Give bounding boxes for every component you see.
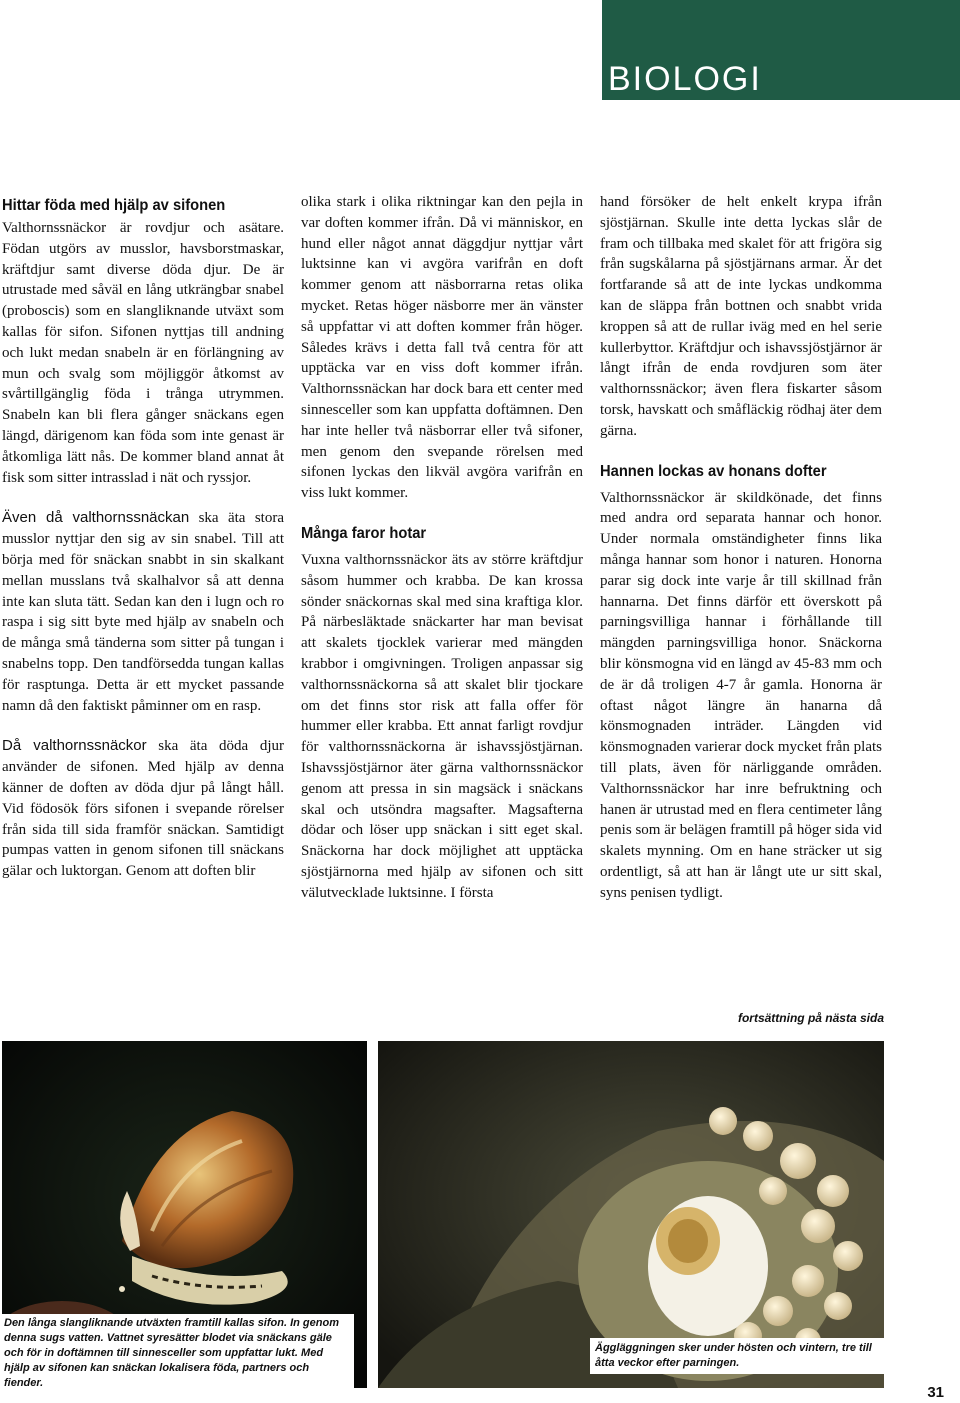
article-column-2 [301,192,583,904]
continued-note: fortsättning på nästa sida [737,1011,884,1025]
paragraph: olika stark i olika riktningar kan den pejla in var doften kommer ifrån. Då vi människor, en hund eller något annat däggdjur nyttjar vårt luktsinne kan vi avgöra varifrån en doft kommer genom att näsborrarna retas olika mycket. Retas höger näsborre mer än vänster så uppfattar vi att doften kommer från höger. Således krävs i detta fall två centra för att upptäcka var en viss doft kommer ifrån. Valthornssnäckan har dock bara ett center med sinnesceller som kan uppfatta doftämnen. Den har inte heller två näsborrar eller två sifoner, men genom den svepande rörelsen med sifonen lyckas den likväl avgöra varifrån en viss lukt kommer. [301,194,583,502]
paragraph: Valthornssnäckor är rovdjur och asätare. Födan utgörs av musslor, havsborstmaskar, kräftdjur samt diverse döda djur. De är utrustade med såväl en lång utkrängbar snabel (proboscis) som en slangliknande utväxt som kallas för sifon. Sifonen nyttjas till andning och lukt medan snabeln är en förlängning av mun och svalg som möjliggör åtkomst av svårtillgänglig föda i trånga utrymmen. Snabeln kan bli flera gånger snäckans egen längd, därigenom kan föda som inte genast är åtkomliga lätt nås. De kommer bland annat åt fisk som sitter intrasslad i nät och ryssjor. [2,220,284,486]
egg-mass-illustration [378,1041,884,1388]
article-column-1 [2,192,284,882]
paragraph: Valthornssnäckor är skildkönade, det finns med andra ord separata hannar och honor. Under normala omständigheter finns lika många hannar som honor i naturen. Honorna parar sig dock inte varje år till skillnad från hannarna. Det finns därför ett överskott på parningsvilliga hannar i förhållande till mängden parningsvilliga honor. Snäckorna blir könsmogna vid en längd av 45-83 mm och de är då troligen 4-7 år gamla. Honorna är oftast något längre än hanarna då könsmognaden inträder. Längden vid könsmognaden varierar dock mycket från plats till plats, även för närliggande områden. Valthornssnäckor har inre befruktning och hanen är utrustad med en flera centimeter lång penis som är belägen framtill på höger sida vid skalets mynning. Om en hane sträcker ut sig ordentligt, så att han är långt ute ur sitt skal, syns penisen tydligt. [600,489,882,901]
section-banner [602,0,960,100]
paragraph-body: ska äta döda djur använder de sifonen. Med hjälp av denna känner de doften av döda djur på långt håll. Vid födosök förs sifonen i svepande rörelser från sida till sida framför snäckan. Samtidigt pumpas vatten in genom sifonen till snäckans gälar och luktorgan. Genom att doften blir [2,738,284,880]
section-title: BIOLOGI [608,60,762,98]
paragraph-body: ska äta stora musslor nyttjar den sig av sin snabel. Till att börja med för snäckan snabbt in sin skalkant mellan musslans två skalhalvor så att denna inte kan sluta tätt. Sedan kan den i lugn och ro raspa i sig sitt byte med hjälp av snabeln och de många små tänderna som sitter på tungan i snabelns topp. Den tandförsedda tungan kallas för rasptunga. Detta är ett mycket passande namn då den faktiskt påminner om en rasp. [2,510,284,714]
heading-feeding: Hittar föda med hjälp av sifonen [2,197,226,214]
paragraph-lead: Då valthornssnäckor [2,737,147,755]
heading-dangers: Många faror hotar [301,524,427,542]
paragraph-lead: Även då valthornssnäckan [2,509,190,527]
page-number: 31 [927,1384,944,1401]
paragraph [2,508,284,716]
article-column-3 [600,192,882,904]
paragraph: hand försöker de helt enkelt krypa ifrån sjöstjärnan. Skulle inte detta lyckas slår de fram och tillbaka med skalet för att frigöra sig från sugskålarna på sjöstjärnans armar. Är det fortfarande så att de inte lyckas undkomma kan de släppa från bottnen och snabbt vrida kroppen så att de rullar iväg med en hel serie kullerbyttor. Kräftdjur och ishavssjöstjärnor är långt ifrån de enda rovdjuren som äter valthornssnäckor; även flera fiskarter såsom torsk, havskatt och småfläckig rödhaj äter dem gärna. [600,194,882,439]
paragraph [2,736,284,882]
paragraph: Vuxna valthornssnäckor äts av större kräftdjur såsom hummer och krabba. De kan krossa sönder snäckornas skal med sina kraftiga klor. På närbesläktade snäckarter har man bevisat att skalets tjocklek varierar med mängden krabbor i omgivningen. Troligen anpassar sig valthornssnäckorna så att skalet blir tjockare om det finns stor risk att falla offer för hummer eller krabba. Ett annat farligt rovdjur för valthornssnäckorna är ishavssjöstjärnan. Ishavssjöstjärnor äter gärna valthornssnäckor genom att pressa in sin magsäck i snäckans skal och utsöndra magsafter. Magsafterna dödar och löser upp snäckan i sitt eget skal. Snäckorna har dock möjlighet att upptäcka sjöstjärnorna med hjälp av sifonen och sitt välutvecklade luktsinne. I första [301,551,583,901]
egg-mass-photo [378,1041,884,1388]
photo-caption-left: Den långa slangliknande utväxten framtill kallas sifon. In genom denna sugs vatten. Vattnet syresätter blodet via snäckans gäle och för in doftämnen till sinnesceller som uppfattar lukt. Med hjälp av sifonen kan snäckan lokalisera föda, partners och fiender. [0,1314,354,1395]
photo-caption-right: Äggläggningen sker under hösten och vintern, tre till åtta veckor efter parningen. [590,1338,886,1374]
heading-mating: Hannen lockas av honans dofter [600,462,827,480]
